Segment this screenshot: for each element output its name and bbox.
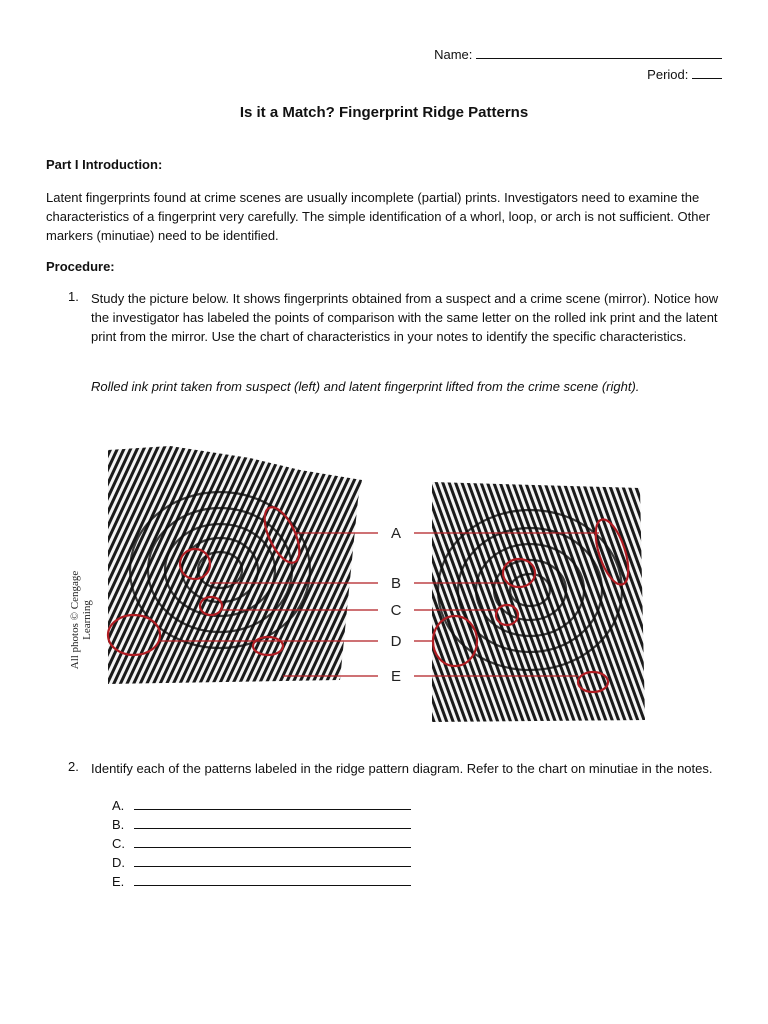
answer-blank[interactable]	[134, 854, 411, 867]
period-field[interactable]	[647, 66, 722, 82]
period-label: Period:	[647, 67, 689, 82]
answer-row-e[interactable]	[112, 873, 411, 891]
name-field[interactable]	[434, 46, 722, 62]
answer-blank[interactable]	[134, 835, 411, 848]
label-c: C	[390, 602, 402, 619]
label-d: D	[390, 633, 402, 650]
answer-blank[interactable]	[134, 873, 411, 886]
photo-credit: All photos © Cengage Learning	[69, 570, 93, 670]
item1-text: Study the picture below. It shows fingerprints obtained from a suspect and a crime scene (mirror). Notice how the investigator has labeled the points of comparison with the same letter on the rolled ink print and the latent print from the mirror. Use the chart of characteristics in your notes to identify the specific characteristics.	[91, 291, 719, 344]
item1-number: 1.	[68, 289, 79, 304]
answer-blank[interactable]	[134, 816, 411, 829]
period-blank[interactable]	[692, 66, 722, 79]
label-e: E	[390, 668, 402, 685]
answer-row-d[interactable]	[112, 854, 411, 872]
answer-row-a[interactable]	[112, 797, 411, 815]
part1-heading: Part I Introduction:	[46, 157, 163, 172]
part1-text: Latent fingerprints found at crime scenes are usually incomplete (partial) prints. Investigators need to examine the characteristics of a fingerprint very carefully. The simple identification of a whorl, loop, or arch is not sufficient. Other markers (minutiae) need to be identified.	[46, 190, 711, 243]
label-a: A	[390, 525, 402, 542]
procedure-heading: Procedure:	[46, 259, 115, 274]
answer-label: E.	[112, 874, 125, 889]
item2-number: 2.	[68, 759, 79, 774]
name-label: Name:	[434, 47, 473, 62]
name-blank[interactable]	[476, 46, 722, 59]
fingerprint-figure	[100, 440, 660, 725]
latent-print-crime-scene	[432, 482, 645, 722]
answer-label: D.	[112, 855, 125, 870]
answer-label: C.	[112, 836, 125, 851]
answer-label: B.	[112, 817, 125, 832]
label-b: B	[390, 575, 402, 592]
answer-row-c[interactable]	[112, 835, 411, 853]
answer-row-b[interactable]	[112, 816, 411, 834]
figure-caption: Rolled ink print taken from suspect (left) and latent fingerprint lifted from the crime scene (right).	[91, 379, 640, 394]
answer-label: A.	[112, 798, 125, 813]
page-title: Is it a Match? Fingerprint Ridge Patterns	[239, 104, 529, 121]
answer-blank[interactable]	[134, 797, 411, 810]
rolled-print-suspect	[108, 446, 362, 684]
item2-text: Identify each of the patterns labeled in the ridge pattern diagram. Refer to the chart on minutiae in the notes.	[91, 761, 713, 776]
